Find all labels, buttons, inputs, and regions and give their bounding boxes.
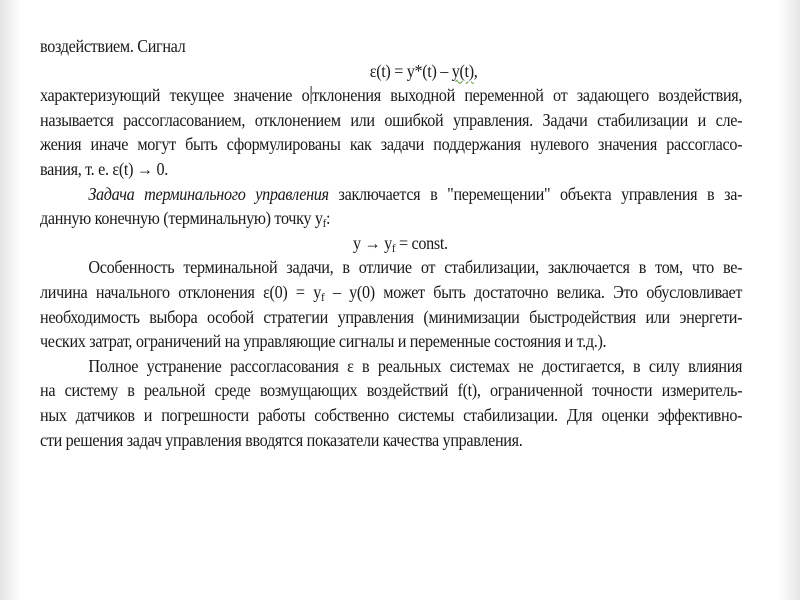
text-line-17: сти решения задач управления вводятся показатели качества управления. (40, 429, 523, 450)
document-text[interactable] (40, 34, 742, 452)
text-line-6: вания, т. е. ε(t) → 0. (40, 158, 168, 179)
text-line-5: жения иначе могут быть сформулированы как задачи поддержания нулевого значения рассогласо- (40, 134, 743, 155)
text-line-13: ческих затрат, ограничений на управляющие сигналы и переменные состояния и т.д.). (40, 331, 607, 352)
formula-terminal: $y \to y_f$ = const. (353, 232, 448, 255)
text-line-4: называется рассогласованием, отклонением или ошибкой управления. Задачи стабилизации и сле- (40, 109, 743, 130)
text-line-12: необходимость выбора особой стратегии управления (минимизации быстродействия или энергети- (40, 306, 743, 327)
text-line-3: характеризующий текущее значение о тклонения выходной переменной от задающего воздействия, (40, 85, 743, 106)
page-edge-shadow-right (778, 0, 800, 600)
text-line-16: ных датчиков и погрешности работы собственно системы стабилизации. Для оценки эффективно- (40, 404, 743, 425)
text-line-15: на систему в реальной среде возмущающих воздействий f(t), ограниченной точности измеритель- (40, 380, 743, 401)
text-line-7: Задача терминального управления заключается в "перемещении" объекта управления в за- (88, 183, 743, 204)
text-line-8: данную конечную (терминальную) точку $y_f$: (40, 208, 331, 231)
text-line-10: Особенность терминальной задачи, в отличие от стабилизации, заключается в том, что ве- (88, 257, 743, 278)
spellcheck-underline: y(t) (451, 60, 474, 81)
text-line-14: Полное устранение рассогласования ε в реальных системах не достигается, в силу влияния (88, 355, 743, 376)
text-line-1: воздействием. Сигнал (40, 36, 186, 56)
text-cursor (310, 86, 311, 104)
formula-error: ε(t) = y*(t) – y(t), (369, 60, 478, 81)
page-edge-shadow-left (0, 0, 22, 600)
text-line-11: личина начального отклонения $\varepsilon(0) = y_f - y(0)$ может быть достаточно велика. Это обусловливает (40, 281, 743, 304)
terminal-control-term: Задача терминального управления (88, 183, 329, 204)
